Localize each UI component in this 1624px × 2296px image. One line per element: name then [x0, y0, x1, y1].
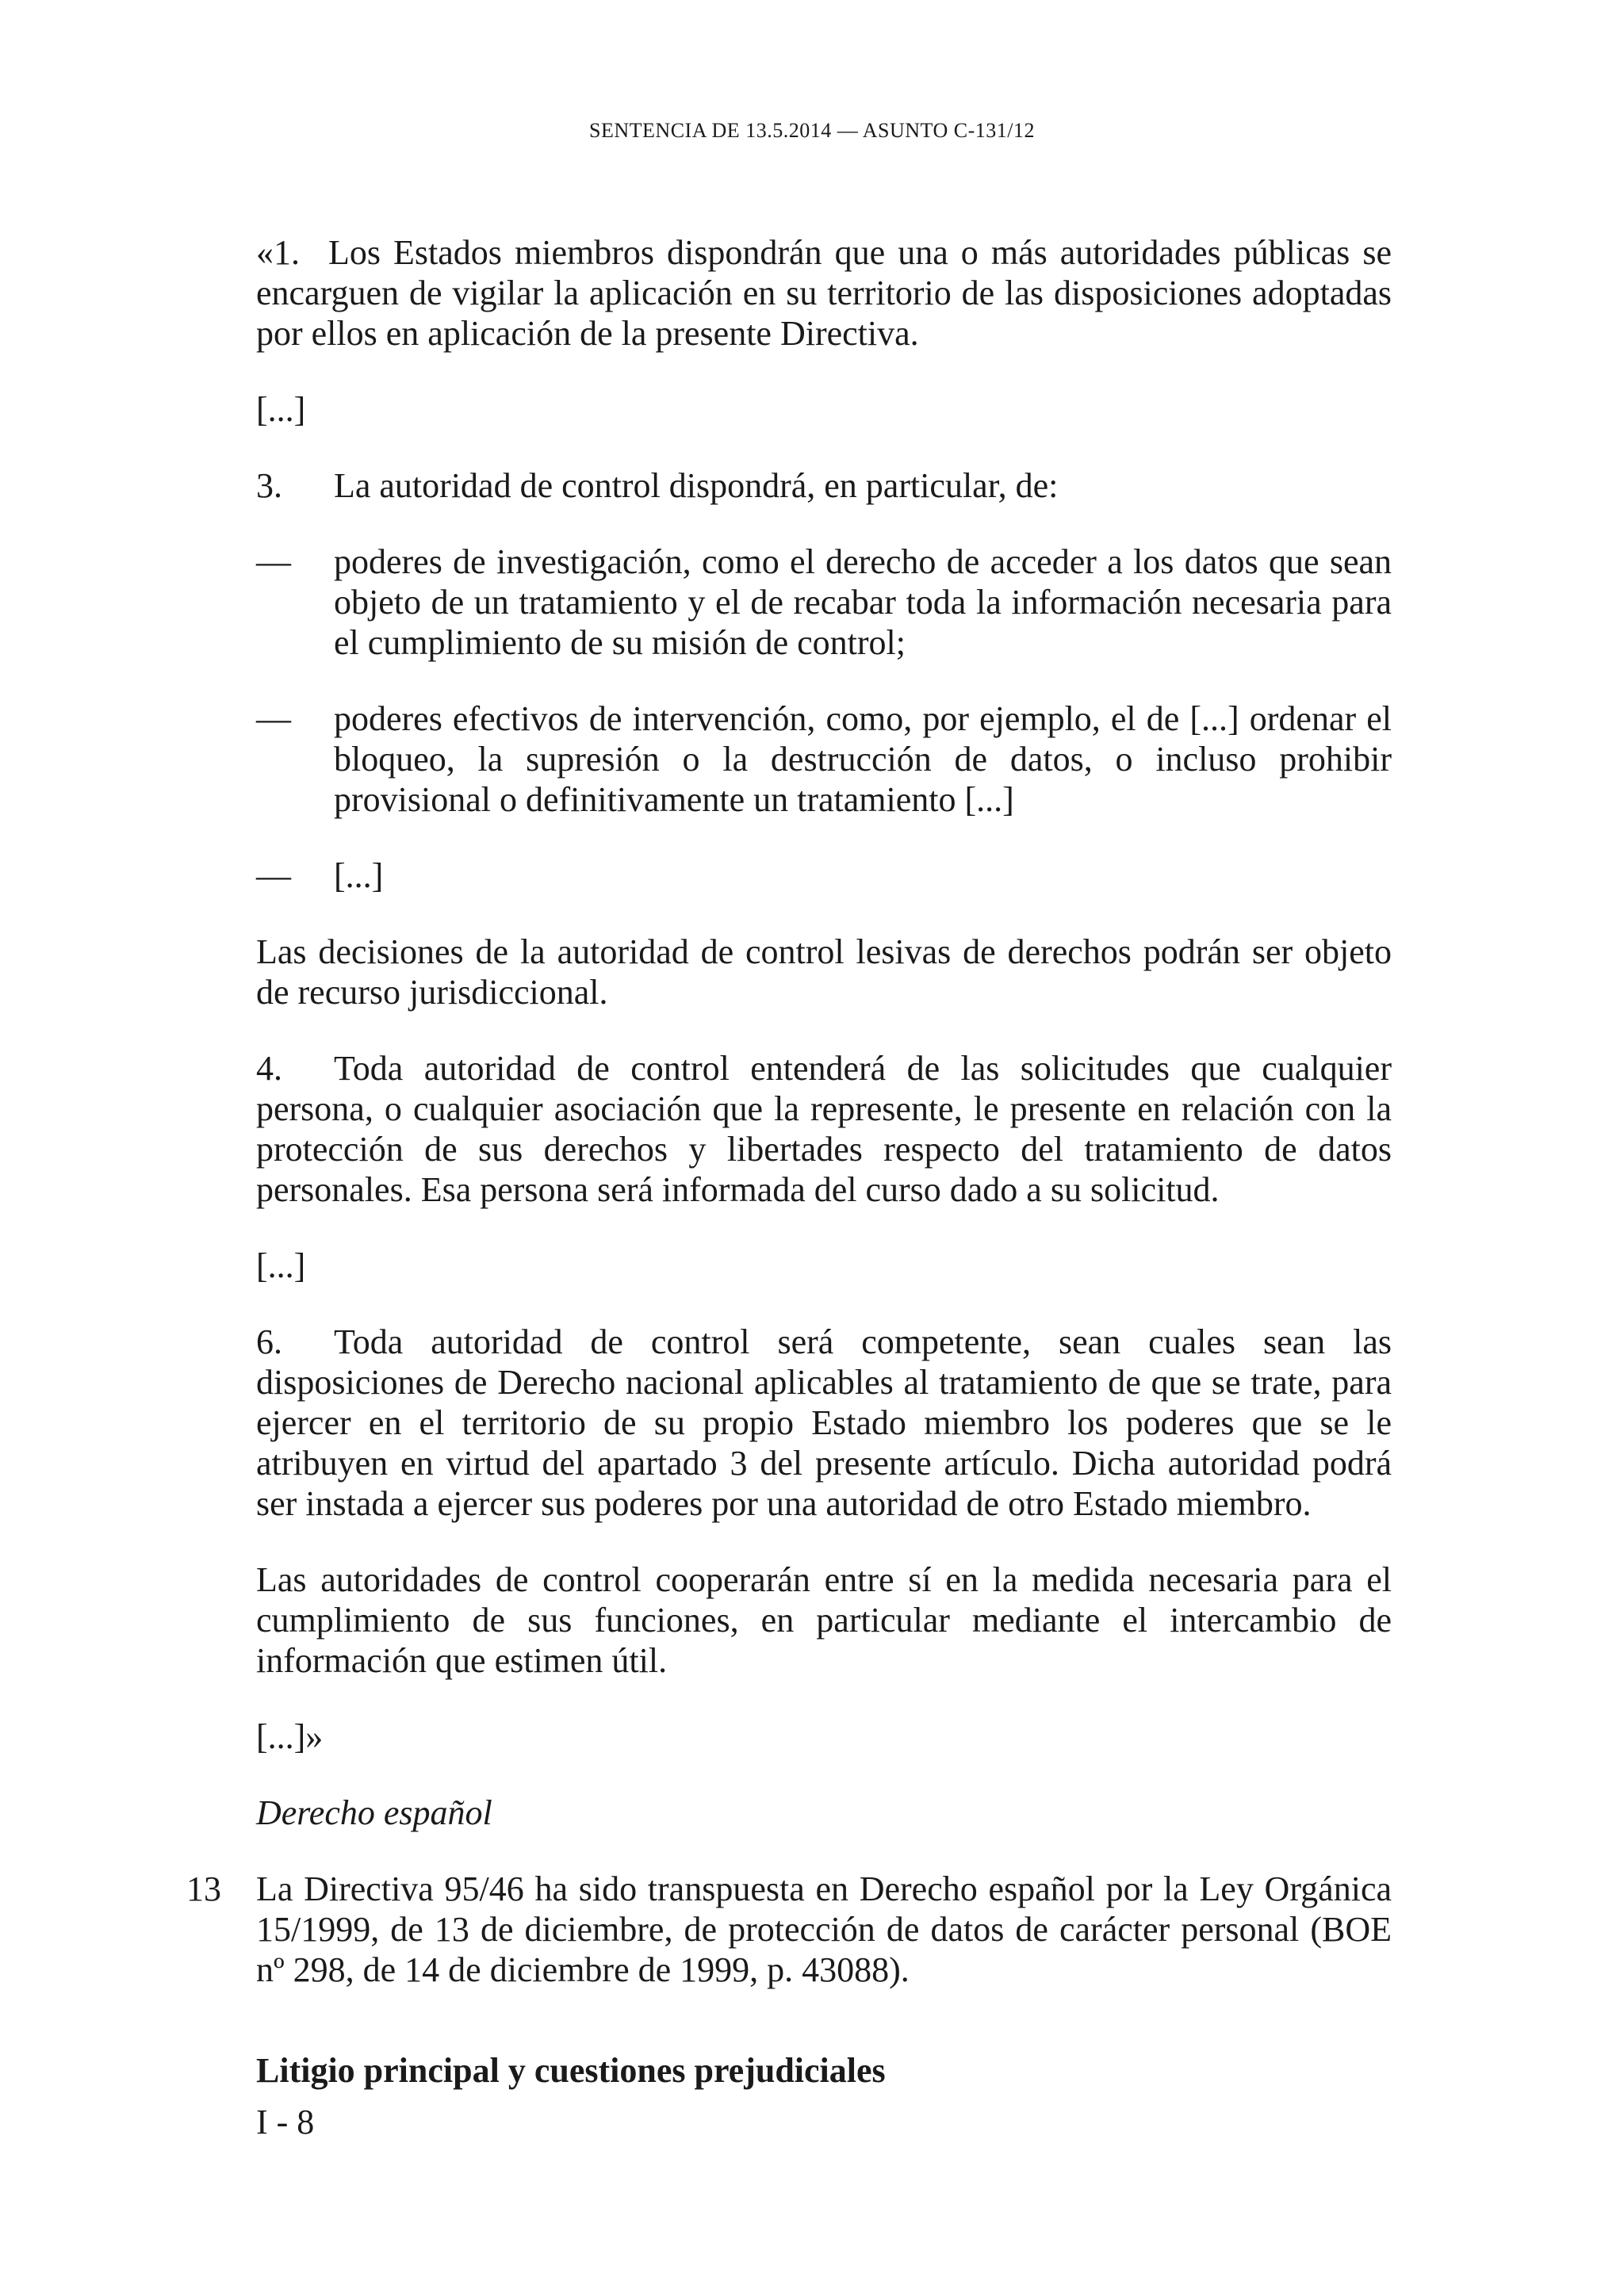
document-body [186, 232, 1392, 2142]
quoted-paragraph-3 [256, 465, 1392, 506]
paragraph-number: 3. [256, 466, 282, 505]
paragraph-number: 6. [256, 1322, 282, 1361]
subheading: Derecho español [256, 1793, 492, 1832]
paragraph-text: Toda autoridad de control será competente, sean cuales sean las disposiciones de Derecho nacional aplicables al tratamiento de que se trate, para ejercer en el territorio de su propio Estado miembro los poderes que se le atribuyen en virtud del apartado 3 del presente artículo. Dicha autoridad podrá ser instada a ejercer sus poderes por una autoridad de otro Estado miembro. [256, 1322, 1392, 1523]
page-number: I - 8 [256, 2103, 315, 2141]
dash-bullet: — [256, 699, 291, 738]
list-item [256, 698, 1392, 820]
section-heading: Litigio principal y cuestiones prejudiciales [256, 2051, 886, 2090]
ellipsis: [...] [256, 1246, 306, 1285]
quoted-paragraph-4 [256, 1048, 1392, 1210]
paragraph-text: Los Estados miembros dispondrán que una o más autoridades públicas se encarguen de vigilar la aplicación en su territorio de las disposiciones adoptadas por ellos en aplicación de la presente Directiva. [256, 233, 1392, 353]
paragraph-text: La Directiva 95/46 ha sido transpuesta en Derecho español por la Ley Orgánica 15/1999, de 13 de diciembre, de protección de datos de carácter personal (BOE nº 298, de 14 de diciembre de 1999, p. 43088). [256, 1869, 1392, 1989]
quoted-paragraph-1 [256, 232, 1392, 354]
list-item-text: [...] [334, 856, 384, 895]
paragraph-number: 4. [256, 1049, 282, 1088]
quoted-paragraph-6 [256, 1322, 1392, 1524]
list-item [256, 541, 1392, 663]
list-item-text: poderes de investigación, como el derecho de acceder a los datos que sean objeto de un tratamiento y el de recabar toda la información necesaria para el cumplimiento de su misión de control; [334, 542, 1392, 662]
dash-bullet: — [256, 856, 291, 895]
ellipsis: [...] [256, 390, 306, 429]
list-item [256, 855, 1392, 896]
cooperation-paragraph: Las autoridades de control cooperarán entre sí en la medida necesaria para el cumplimiento de sus funciones, en particular mediante el intercambio de información que estimen útil. [256, 1560, 1392, 1680]
marginal-number: 13 [186, 1869, 221, 1908]
quote-closing: [...]» [256, 1717, 324, 1756]
paragraph-text: Toda autoridad de control entenderá de las solicitudes que cualquier persona, o cualquier asociación que la represente, le presente en relación con la protección de sus derechos y libertades respecto del tratamiento de datos personales. Esa persona será informada del curso dado a su solicitud. [256, 1049, 1392, 1209]
paragraph-number: «1. [256, 233, 300, 272]
list-item-text: poderes efectivos de intervención, como, por ejemplo, el de [...] ordenar el bloqueo, la supresión o la destrucción de datos, o incluso prohibir provisional o definitivamente un tratamiento [...] [334, 699, 1392, 819]
dash-bullet: — [256, 542, 291, 581]
paragraph-13 [186, 1869, 1392, 1990]
paragraph-text: La autoridad de control dispondrá, en particular, de: [334, 466, 1059, 505]
decisions-paragraph: Las decisiones de la autoridad de control lesivas de derechos podrán ser objeto de recurso jurisdiccional. [256, 932, 1392, 1012]
running-header: SENTENCIA DE 13.5.2014 — ASUNTO C-131/12 [589, 119, 1035, 142]
